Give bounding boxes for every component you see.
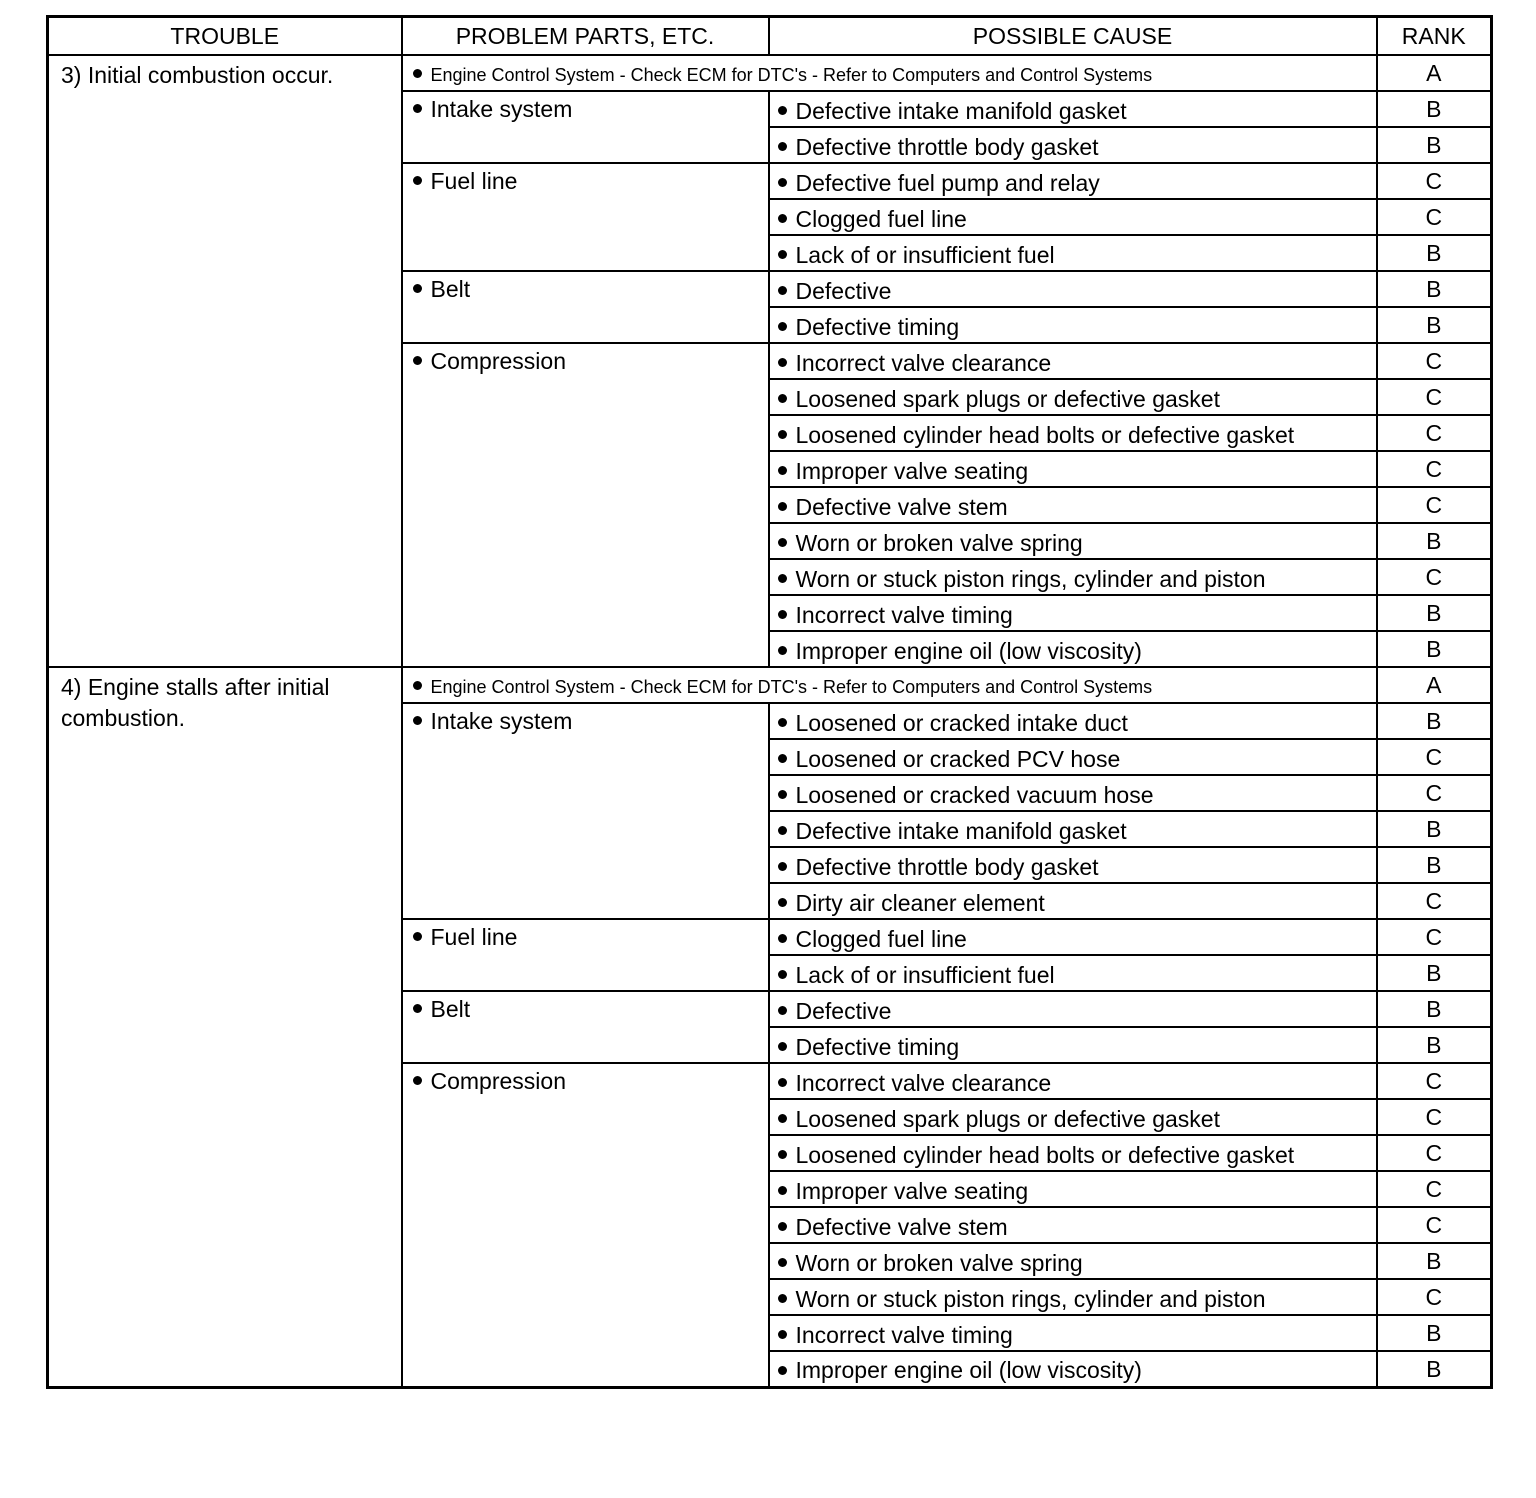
possible-cause-label: Loosened spark plugs or defective gasket xyxy=(795,1105,1220,1132)
rank-cell: C xyxy=(1377,1135,1492,1171)
possible-cause-label: Worn or broken valve spring xyxy=(795,529,1083,556)
possible-cause-cell xyxy=(769,343,1377,379)
possible-cause-cell xyxy=(769,307,1377,343)
possible-cause-cell xyxy=(769,271,1377,307)
possible-cause-cell xyxy=(769,1243,1377,1279)
problem-part-label: Belt xyxy=(430,276,471,302)
possible-cause-label: Worn or broken valve spring xyxy=(795,1249,1083,1276)
possible-cause-label: Lack of or insufficient fuel xyxy=(795,961,1055,988)
bullet-icon xyxy=(413,716,422,725)
possible-cause-label: Loosened or cracked vacuum hose xyxy=(795,781,1154,808)
possible-cause-label: Defective valve stem xyxy=(795,1213,1008,1240)
possible-cause-label: Defective throttle body gasket xyxy=(795,853,1099,880)
possible-cause-label: Defective throttle body gasket xyxy=(795,133,1099,160)
possible-cause-cell xyxy=(769,703,1377,739)
possible-cause-cell xyxy=(769,1351,1377,1387)
bullet-icon xyxy=(778,1222,787,1231)
header-row xyxy=(48,17,1492,56)
possible-cause-cell xyxy=(769,1099,1377,1135)
possible-cause-label: Improper engine oil (low viscosity) xyxy=(795,637,1142,664)
rank-cell: C xyxy=(1377,451,1492,487)
rank-cell: B xyxy=(1377,1243,1492,1279)
rank-cell: C xyxy=(1377,415,1492,451)
problem-part-label: Intake system xyxy=(430,708,573,734)
bullet-icon xyxy=(778,142,787,151)
possible-cause-cell xyxy=(769,199,1377,235)
ecm-note-cell xyxy=(402,667,1377,703)
bullet-icon xyxy=(413,284,422,293)
possible-cause-label: Loosened or cracked PCV hose xyxy=(795,745,1121,772)
rank-cell: A xyxy=(1377,667,1492,703)
rank-cell: B xyxy=(1377,991,1492,1027)
rank-cell: B xyxy=(1377,955,1492,991)
possible-cause-label: Loosened cylinder head bolts or defective gasket xyxy=(795,1141,1295,1168)
bullet-icon xyxy=(778,430,787,439)
possible-cause-cell xyxy=(769,1279,1377,1315)
problem-part-label: Intake system xyxy=(430,96,573,122)
rank-cell: C xyxy=(1377,1171,1492,1207)
possible-cause-cell xyxy=(769,559,1377,595)
bullet-icon xyxy=(778,1258,787,1267)
problem-part-label: Belt xyxy=(430,996,471,1022)
bullet-icon xyxy=(778,466,787,475)
bullet-icon xyxy=(778,394,787,403)
possible-cause-label: Defective valve stem xyxy=(795,493,1008,520)
rank-cell: B xyxy=(1377,631,1492,667)
header-rank: RANK xyxy=(1377,17,1492,56)
trouble-diagnosis-table xyxy=(46,15,1493,1389)
bullet-icon xyxy=(778,790,787,799)
possible-cause-label: Dirty air cleaner element xyxy=(795,889,1045,916)
trouble-cell xyxy=(48,667,402,1387)
possible-cause-cell xyxy=(769,523,1377,559)
possible-cause-cell xyxy=(769,235,1377,271)
rank-cell: B xyxy=(1377,127,1492,163)
bullet-icon xyxy=(778,1294,787,1303)
bullet-icon xyxy=(778,826,787,835)
rank-cell: C xyxy=(1377,199,1492,235)
possible-cause-cell xyxy=(769,451,1377,487)
bullet-icon xyxy=(778,1330,787,1339)
problem-part-cell xyxy=(402,991,769,1063)
bullet-icon xyxy=(778,1366,787,1375)
rank-cell: C xyxy=(1377,163,1492,199)
problem-part-cell xyxy=(402,343,769,667)
possible-cause-cell xyxy=(769,487,1377,523)
problem-part-label: Compression xyxy=(430,1068,566,1094)
possible-cause-label: Defective fuel pump and relay xyxy=(795,169,1100,196)
possible-cause-label: Defective intake manifold gasket xyxy=(795,97,1127,124)
possible-cause-cell xyxy=(769,1315,1377,1351)
rank-cell: C xyxy=(1377,739,1492,775)
header-trouble: TROUBLE xyxy=(48,17,402,56)
bullet-icon xyxy=(413,104,422,113)
table-row xyxy=(48,667,1492,703)
problem-part-cell xyxy=(402,271,769,343)
rank-cell: C xyxy=(1377,1207,1492,1243)
bullet-icon xyxy=(413,176,422,185)
possible-cause-label: Defective timing xyxy=(795,313,960,340)
bullet-icon xyxy=(778,286,787,295)
problem-part-label: Fuel line xyxy=(430,168,518,194)
rank-cell: A xyxy=(1377,55,1492,91)
rank-cell: C xyxy=(1377,1279,1492,1315)
bullet-icon xyxy=(778,1114,787,1123)
rank-cell: C xyxy=(1377,379,1492,415)
possible-cause-cell xyxy=(769,1027,1377,1063)
possible-cause-label: Clogged fuel line xyxy=(795,925,967,952)
bullet-icon xyxy=(413,1004,422,1013)
trouble-label: 4) Engine stalls after initial combustion. xyxy=(61,674,330,731)
rank-cell: C xyxy=(1377,919,1492,955)
bullet-icon xyxy=(778,646,787,655)
bullet-icon xyxy=(413,69,422,78)
possible-cause-label: Loosened spark plugs or defective gasket xyxy=(795,385,1220,412)
bullet-icon xyxy=(778,934,787,943)
rank-cell: C xyxy=(1377,1063,1492,1099)
possible-cause-label: Improper valve seating xyxy=(795,457,1029,484)
possible-cause-label: Incorrect valve timing xyxy=(795,1321,1013,1348)
possible-cause-label: Incorrect valve clearance xyxy=(795,349,1052,376)
bullet-icon xyxy=(778,502,787,511)
rank-cell: C xyxy=(1377,775,1492,811)
table-body xyxy=(48,55,1492,1387)
bullet-icon xyxy=(778,106,787,115)
possible-cause-label: Defective timing xyxy=(795,1033,960,1060)
bullet-icon xyxy=(778,1078,787,1087)
possible-cause-cell xyxy=(769,163,1377,199)
possible-cause-label: Defective xyxy=(795,277,892,304)
rank-cell: B xyxy=(1377,1351,1492,1387)
trouble-cell xyxy=(48,55,402,667)
bullet-icon xyxy=(778,718,787,727)
rank-cell: C xyxy=(1377,883,1492,919)
rank-cell: C xyxy=(1377,487,1492,523)
possible-cause-cell xyxy=(769,1135,1377,1171)
possible-cause-cell xyxy=(769,739,1377,775)
problem-part-cell xyxy=(402,919,769,991)
rank-cell: B xyxy=(1377,307,1492,343)
bullet-icon xyxy=(778,358,787,367)
rank-cell: B xyxy=(1377,271,1492,307)
trouble-label: 3) Initial combustion occur. xyxy=(61,62,334,88)
possible-cause-cell xyxy=(769,127,1377,163)
bullet-icon xyxy=(778,970,787,979)
rank-cell: B xyxy=(1377,1315,1492,1351)
rank-cell: B xyxy=(1377,235,1492,271)
possible-cause-cell xyxy=(769,1063,1377,1099)
possible-cause-label: Improper engine oil (low viscosity) xyxy=(795,1357,1142,1384)
possible-cause-cell xyxy=(769,1171,1377,1207)
possible-cause-cell xyxy=(769,775,1377,811)
possible-cause-cell xyxy=(769,919,1377,955)
possible-cause-label: Loosened cylinder head bolts or defective gasket xyxy=(795,421,1295,448)
possible-cause-cell xyxy=(769,883,1377,919)
possible-cause-label: Loosened or cracked intake duct xyxy=(795,709,1128,736)
bullet-icon xyxy=(778,574,787,583)
bullet-icon xyxy=(778,538,787,547)
possible-cause-cell xyxy=(769,379,1377,415)
header-possible-cause: POSSIBLE CAUSE xyxy=(769,17,1377,56)
bullet-icon xyxy=(778,1006,787,1015)
bullet-icon xyxy=(778,1150,787,1159)
bullet-icon xyxy=(778,1186,787,1195)
problem-part-label: Compression xyxy=(430,348,566,374)
possible-cause-label: Clogged fuel line xyxy=(795,205,967,232)
bullet-icon xyxy=(413,932,422,941)
bullet-icon xyxy=(778,322,787,331)
ecm-note-cell xyxy=(402,55,1377,91)
possible-cause-label: Defective xyxy=(795,997,892,1024)
possible-cause-cell xyxy=(769,91,1377,127)
rank-cell: B xyxy=(1377,847,1492,883)
bullet-icon xyxy=(413,356,422,365)
rank-cell: C xyxy=(1377,559,1492,595)
bullet-icon xyxy=(778,754,787,763)
possible-cause-label: Incorrect valve clearance xyxy=(795,1069,1052,1096)
possible-cause-label: Improper valve seating xyxy=(795,1177,1029,1204)
ecm-note-text: Engine Control System - Check ECM for DTC's - Refer to Computers and Control Systems xyxy=(430,64,1153,85)
possible-cause-cell xyxy=(769,811,1377,847)
bullet-icon xyxy=(778,898,787,907)
bullet-icon xyxy=(413,1076,422,1085)
possible-cause-label: Defective intake manifold gasket xyxy=(795,817,1127,844)
rank-cell: B xyxy=(1377,811,1492,847)
possible-cause-cell xyxy=(769,847,1377,883)
header-problem-parts: PROBLEM PARTS, ETC. xyxy=(402,17,769,56)
bullet-icon xyxy=(778,250,787,259)
ecm-note-text: Engine Control System - Check ECM for DTC's - Refer to Computers and Control Systems xyxy=(430,676,1153,697)
possible-cause-cell xyxy=(769,955,1377,991)
rank-cell: C xyxy=(1377,343,1492,379)
problem-part-cell xyxy=(402,703,769,919)
bullet-icon xyxy=(778,862,787,871)
problem-part-label: Fuel line xyxy=(430,924,518,950)
problem-part-cell xyxy=(402,163,769,271)
rank-cell: C xyxy=(1377,1099,1492,1135)
rank-cell: B xyxy=(1377,91,1492,127)
possible-cause-label: Worn or stuck piston rings, cylinder and piston xyxy=(795,1285,1266,1312)
bullet-icon xyxy=(778,214,787,223)
table-row xyxy=(48,55,1492,91)
bullet-icon xyxy=(778,1042,787,1051)
rank-cell: B xyxy=(1377,595,1492,631)
possible-cause-cell xyxy=(769,595,1377,631)
problem-part-cell xyxy=(402,1063,769,1387)
possible-cause-cell xyxy=(769,1207,1377,1243)
rank-cell: B xyxy=(1377,703,1492,739)
possible-cause-label: Incorrect valve timing xyxy=(795,601,1013,628)
possible-cause-cell xyxy=(769,991,1377,1027)
possible-cause-label: Worn or stuck piston rings, cylinder and piston xyxy=(795,565,1266,592)
bullet-icon xyxy=(778,610,787,619)
possible-cause-cell xyxy=(769,415,1377,451)
possible-cause-cell xyxy=(769,631,1377,667)
rank-cell: B xyxy=(1377,1027,1492,1063)
problem-part-cell xyxy=(402,91,769,163)
bullet-icon xyxy=(413,681,422,690)
rank-cell: B xyxy=(1377,523,1492,559)
possible-cause-label: Lack of or insufficient fuel xyxy=(795,241,1055,268)
bullet-icon xyxy=(778,178,787,187)
